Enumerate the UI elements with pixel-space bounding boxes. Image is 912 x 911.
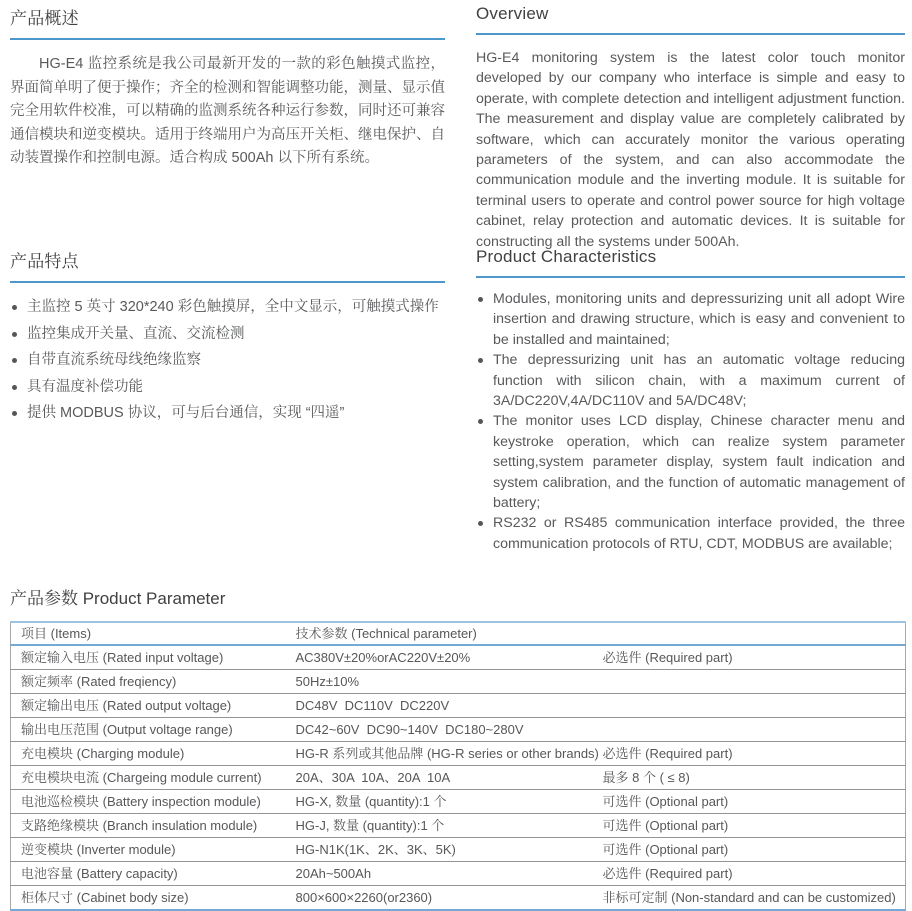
characteristics-en-divider bbox=[476, 276, 905, 278]
feature-item: 具有温度补偿功能 bbox=[10, 374, 445, 401]
cell-note bbox=[593, 718, 906, 742]
cell-item: 额定输入电压 (Rated input voltage) bbox=[21, 649, 224, 665]
table-row bbox=[11, 814, 906, 838]
feature-item: 监控集成开关量、直流、交流检测 bbox=[10, 321, 445, 348]
cell-item: 电池巡检模块 (Battery inspection module) bbox=[21, 793, 261, 809]
section-overview-cn bbox=[10, 4, 445, 247]
section-parameters bbox=[10, 584, 905, 911]
cell-item: 输出电压范围 (Output voltage range) bbox=[21, 721, 233, 737]
overview-en-title: Overview bbox=[476, 4, 549, 23]
cell-note: 必选件 (Required part) bbox=[602, 745, 733, 761]
cell-technical-parameter: 50Hz±10% bbox=[295, 673, 360, 689]
characteristic-item: RS232 or RS485 communication interface provided, the three communication protocols of RTU, CDT, MODBUS are available; bbox=[476, 513, 905, 554]
table-row bbox=[11, 742, 906, 766]
table-row bbox=[11, 790, 906, 814]
cell-item: 电池容量 (Battery capacity) bbox=[21, 865, 178, 881]
section-features-cn bbox=[10, 247, 445, 554]
features-cn-list bbox=[10, 294, 445, 427]
cell-technical-parameter: HG-N1K(1K、2K、3K、5K) bbox=[295, 841, 456, 857]
cell-item: 额定频率 (Rated freqiency) bbox=[21, 673, 177, 689]
cell-note: 必选件 (Required part) bbox=[602, 649, 733, 665]
feature-item: 主监控 5 英寸 320*240 彩色触摸屏，全中文显示，可触摸式操作 bbox=[10, 294, 445, 321]
cell-note: 最多 8 个 ( ≤ 8) bbox=[602, 769, 690, 785]
cell-note: 可选件 (Optional part) bbox=[602, 841, 729, 857]
cell-technical-parameter: 800×600×2260(or2360) bbox=[295, 889, 433, 905]
parameters-table bbox=[10, 621, 906, 911]
characteristics-en-title: Product Characteristics bbox=[476, 247, 657, 266]
table-row bbox=[11, 838, 906, 862]
cell-technical-parameter: 20A、30A 10A、20A 10A bbox=[295, 769, 451, 785]
overview-cn-paragraph: HG-E4 监控系统是我公司最新开发的一款的彩色触摸式监控，界面简单明了便于操作；齐全的检测和智能调整功能，测量、显示值完全用软件校准，可以精确的监测系统各种运行参数，同时还可兼容通信模块和逆变模块。适用于终端用户为高压开关柜、继电保护、自动装置操作和控制电源。适合构成 500Ah 以下所有系统。 bbox=[10, 56, 445, 166]
table-row bbox=[11, 694, 906, 718]
characteristics-en-list bbox=[476, 289, 905, 554]
section-overview-en bbox=[476, 4, 905, 250]
cell-technical-parameter: 20Ah~500Ah bbox=[295, 865, 372, 881]
table-row bbox=[11, 645, 906, 670]
cell-technical-parameter: HG-R 系列或其他品牌 (HG-R series or other brands) bbox=[295, 745, 599, 761]
cell-note: 可选件 (Optional part) bbox=[602, 793, 729, 809]
characteristic-item: The monitor uses LCD display, Chinese character menu and keystroke operation, which can realize system parameter setting,system parameter display, system fault indication and system calibration, and the function of automatic management of battery; bbox=[476, 411, 905, 513]
overview-en-paragraph: HG-E4 monitoring system is the latest color touch monitor developed by our company who interface is simple and easy to operate, with complete detection and intelligent adjustment function. The measurement and display value are completely calibrated by software, which can accurately monitor the various operating parameters of the system, and can also accommodate the communication module and the inverting module. It is suitable for terminal users to operate and control power source for high voltage cabinet, relay protection and automatic devices. It is suitable for constructing all the systems under 500Ah. bbox=[476, 50, 905, 250]
characteristic-item: The depressurizing unit has an automatic voltage reducing function with silicon chain, with a maximum current of 3A/DC220V,4A/DC110V and 5A/DC48V; bbox=[476, 350, 905, 411]
cell-note: 非标可定制 (Non-standard and can be customized) bbox=[602, 889, 896, 905]
cell-item: 逆变模块 (Inverter module) bbox=[21, 841, 176, 857]
cell-item: 柜体尺寸 (Cabinet body size) bbox=[21, 889, 189, 905]
cell-note: 可选件 (Optional part) bbox=[602, 817, 729, 833]
column-header-technical-parameter: 技术参数 (Technical parameter) bbox=[295, 625, 477, 641]
overview-en-divider bbox=[476, 33, 905, 35]
table-row bbox=[11, 718, 906, 742]
cell-technical-parameter: AC380V±20%orAC220V±20% bbox=[295, 649, 471, 665]
cell-note bbox=[593, 670, 906, 694]
cell-technical-parameter: DC42~60V DC90~140V DC180~280V bbox=[295, 721, 524, 737]
overview-cn-divider bbox=[10, 38, 445, 40]
cell-technical-parameter: HG-X, 数量 (quantity):1 个 bbox=[295, 793, 447, 809]
section-characteristics-en bbox=[476, 247, 905, 554]
parameters-title: 产品参数 Product Parameter bbox=[10, 589, 226, 609]
cell-item: 充电模块 (Charging module) bbox=[21, 745, 185, 761]
characteristic-item: Modules, monitoring units and depressurizing unit all adopt Wire insertion and drawing structure, which is easy and convenient to be installed and maintained; bbox=[476, 289, 905, 350]
cell-technical-parameter: DC48V DC110V DC220V bbox=[295, 697, 450, 713]
table-row bbox=[11, 886, 906, 911]
column-header-note bbox=[593, 622, 906, 645]
table-row bbox=[11, 766, 906, 790]
feature-item: 自带直流系统母线绝缘监察 bbox=[10, 347, 445, 374]
features-cn-divider bbox=[10, 281, 445, 283]
features-cn-title: 产品特点 bbox=[10, 252, 79, 271]
cell-note: 必选件 (Required part) bbox=[602, 865, 733, 881]
overview-cn-title: 产品概述 bbox=[10, 9, 79, 28]
cell-item: 额定输出电压 (Rated output voltage) bbox=[21, 697, 232, 713]
cell-note bbox=[593, 694, 906, 718]
column-header-items: 项目 (Items) bbox=[21, 625, 92, 641]
table-row bbox=[11, 862, 906, 886]
parameters-table-body bbox=[11, 645, 906, 910]
cell-item: 充电模块电流 (Chargeing module current) bbox=[21, 769, 262, 785]
cell-technical-parameter: HG-J, 数量 (quantity):1 个 bbox=[295, 817, 445, 833]
feature-item: 提供 MODBUS 协议，可与后台通信，实现 “四遥” bbox=[10, 400, 445, 427]
table-row bbox=[11, 670, 906, 694]
cell-item: 支路绝缘模块 (Branch insulation module) bbox=[21, 817, 258, 833]
table-header-row bbox=[11, 622, 906, 645]
top-two-column-layout bbox=[10, 4, 905, 554]
